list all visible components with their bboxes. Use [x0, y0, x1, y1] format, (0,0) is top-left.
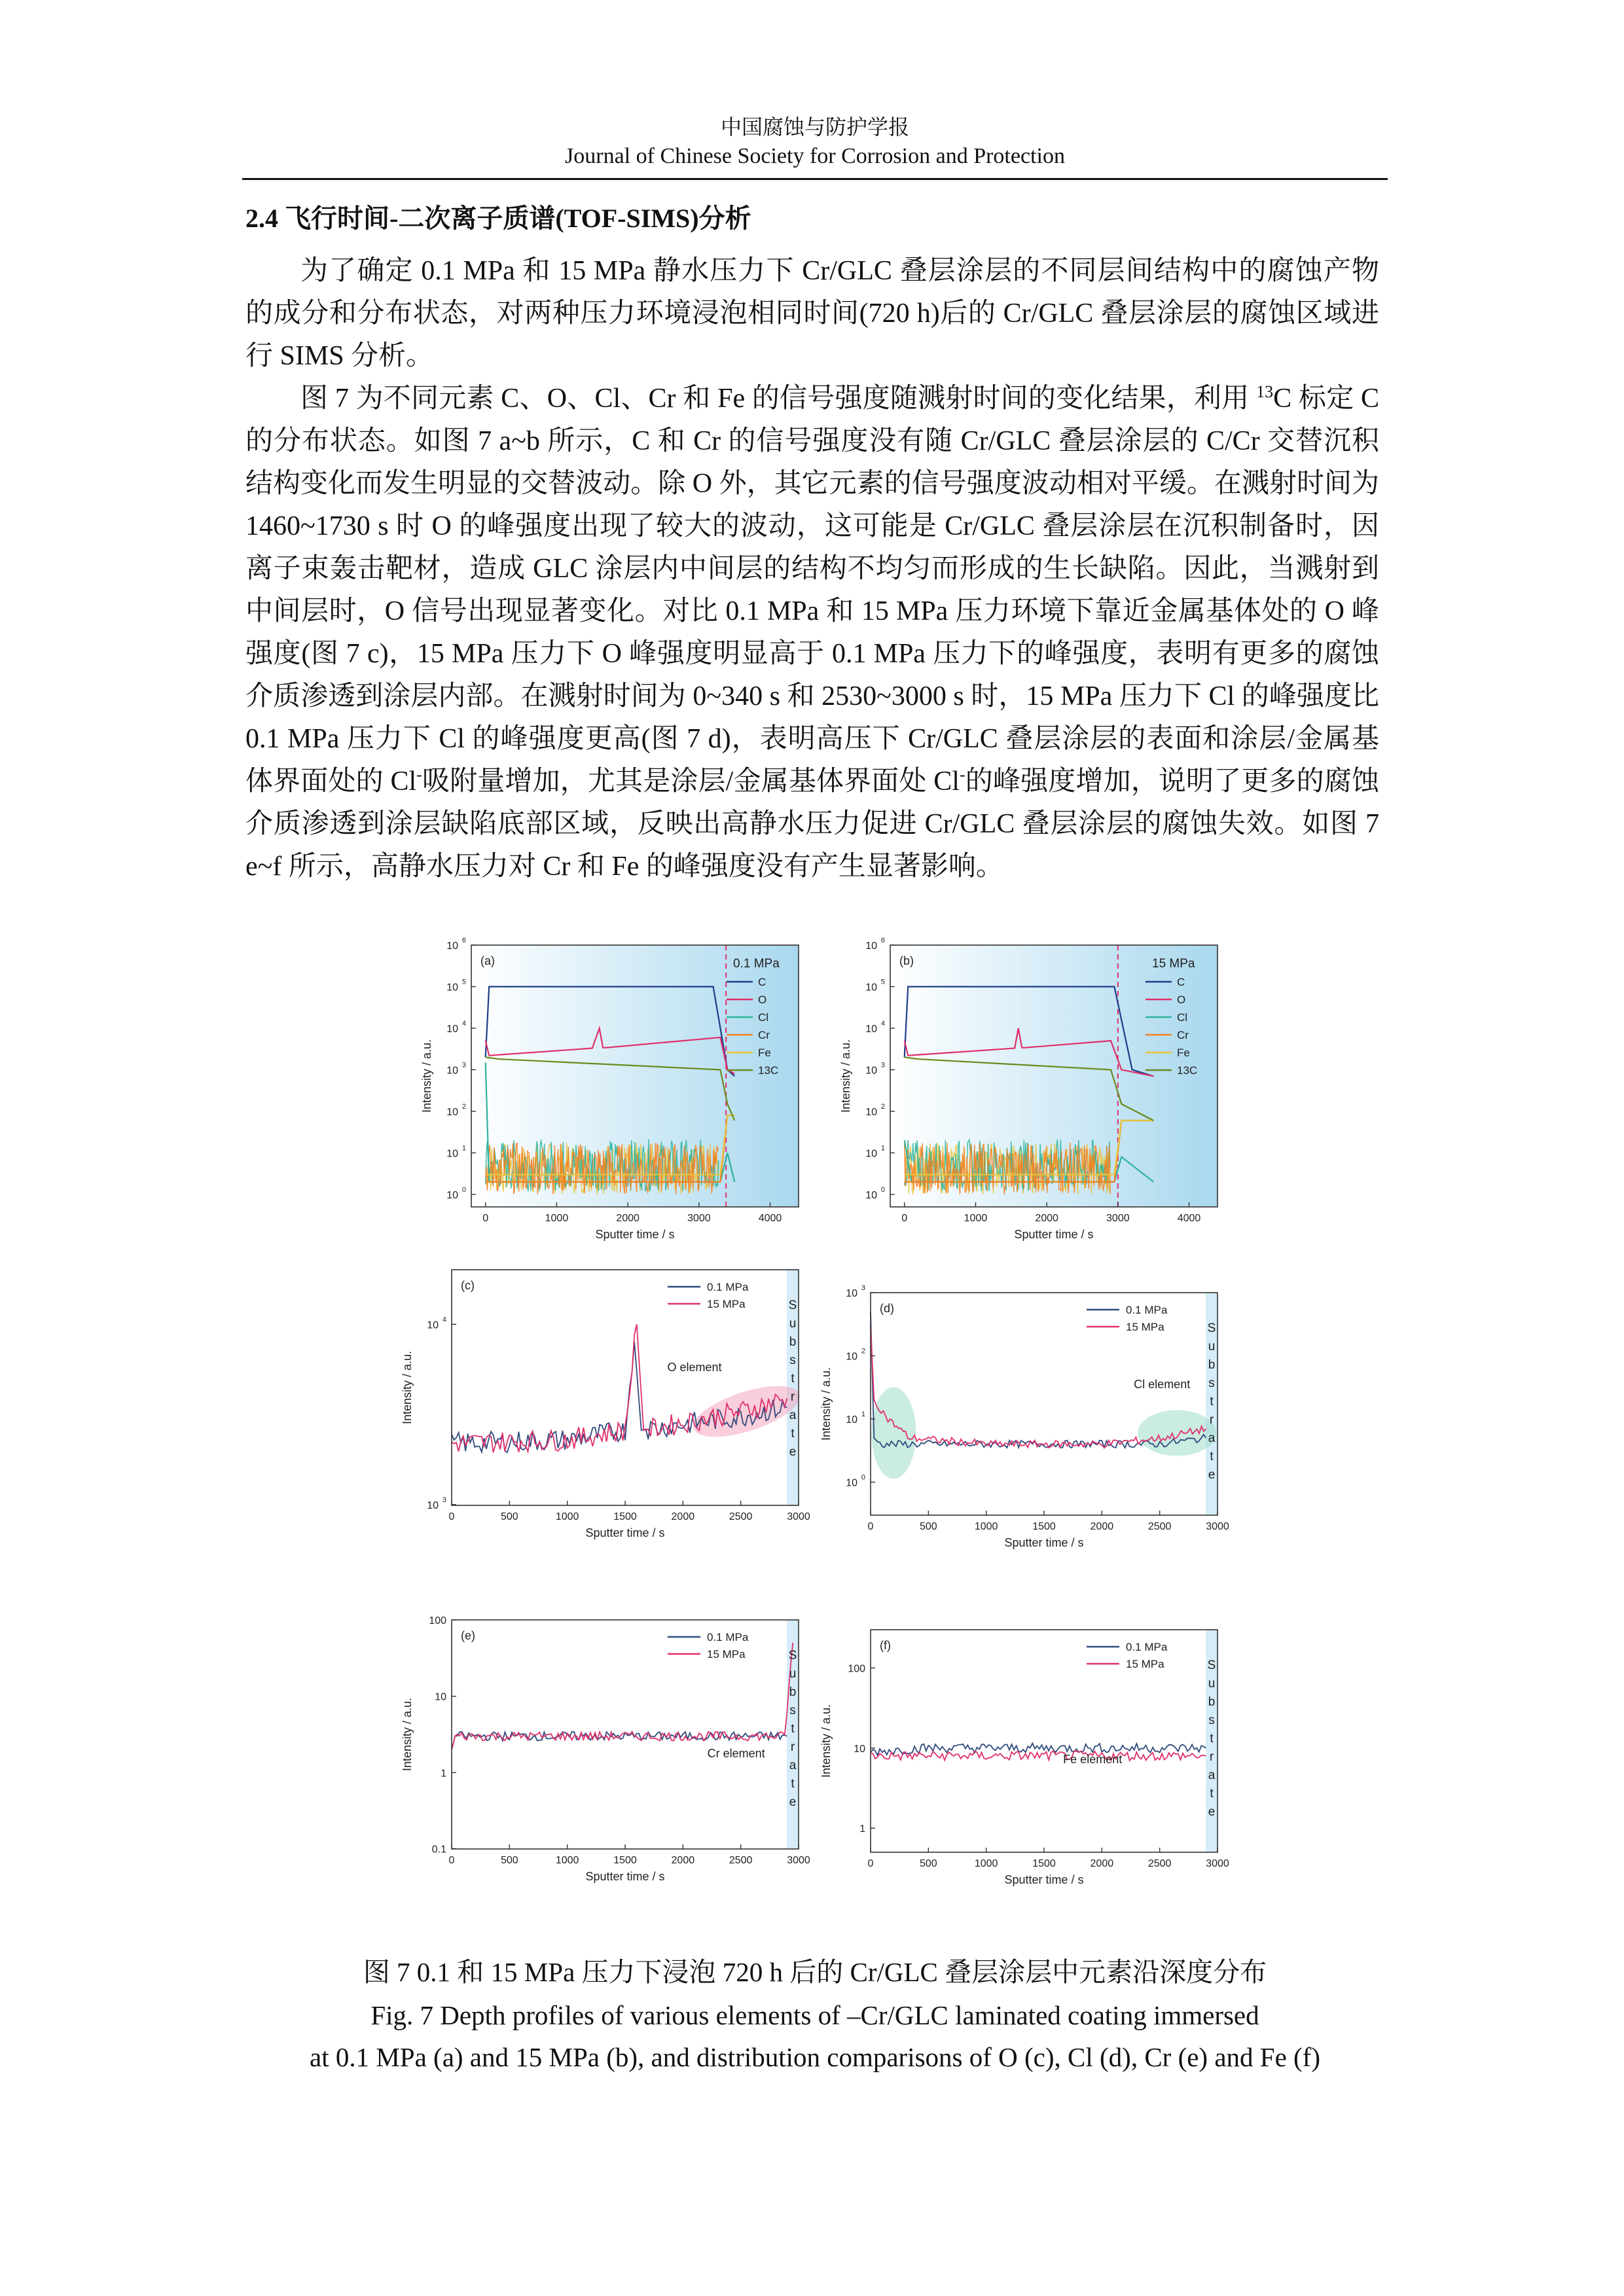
x-tick-label: 500 — [919, 1858, 937, 1869]
y-tick-exponent: 0 — [461, 1185, 466, 1194]
y-tick-label: 10 — [446, 1148, 458, 1160]
panel-label: (e) — [461, 1629, 475, 1642]
legend-label: 0.1 MPa — [1126, 1641, 1168, 1653]
y-tick-exponent: 6 — [461, 937, 466, 944]
x-tick-label: 2000 — [616, 1213, 640, 1224]
x-tick-label: 3000 — [787, 1855, 810, 1866]
y-tick-exponent: 1 — [861, 1410, 865, 1419]
chart-panel-3 — [820, 1284, 1229, 1549]
panel-label: (d) — [880, 1302, 894, 1315]
cl-surface-highlight — [871, 1387, 916, 1479]
substrate-letter: u — [789, 1317, 797, 1331]
y-tick-exponent: 0 — [861, 1473, 865, 1482]
paragraph-1: 为了确定 0.1 MPa 和 15 MPa 静水压力下 Cr/GLC 叠层涂层的不同层间结构中的腐蚀产物的成分和分布状态，对两种压力环境浸泡相同时间(720 h)后的 Cr/GLC 叠层涂层的腐蚀区域进行 SIMS 分析。 — [245, 256, 1379, 371]
y-tick-exponent: 5 — [880, 978, 885, 986]
y-tick-label: 10 — [846, 1477, 857, 1489]
x-axis-label: Sputter time / s — [585, 1870, 665, 1883]
substrate-letter: r — [1209, 1750, 1214, 1764]
legend-label: 13C — [758, 1064, 779, 1077]
paragraph-2 — [245, 378, 1379, 888]
x-tick-label: 3000 — [687, 1213, 711, 1224]
y-axis-label: Intensity / a.u. — [401, 1697, 414, 1772]
y-tick-exponent: 3 — [442, 1496, 446, 1504]
substrate-letter: a — [1208, 1431, 1216, 1445]
substrate-letter: t — [791, 1427, 795, 1441]
substrate-letter: S — [1207, 1659, 1216, 1672]
x-tick-label: 0 — [448, 1511, 455, 1522]
substrate-letter: u — [1208, 1340, 1216, 1354]
x-axis-label: Sputter time / s — [595, 1228, 675, 1241]
superscript-13: 13 — [1256, 382, 1274, 401]
panel-label: (c) — [461, 1279, 475, 1292]
substrate-letter: r — [1209, 1413, 1214, 1427]
y-tick-label: 10 — [446, 1106, 458, 1118]
substrate-letter: r — [790, 1740, 795, 1754]
y-tick-label: 100 — [848, 1663, 865, 1675]
y-tick-label: 10 — [865, 1148, 877, 1160]
legend-label: Cr — [758, 1029, 770, 1041]
x-tick-label: 2000 — [671, 1511, 695, 1522]
x-axis-label: Sputter time / s — [1004, 1873, 1084, 1886]
y-tick-label: 10 — [865, 1189, 877, 1201]
substrate-letter: e — [789, 1445, 797, 1459]
x-tick-label: 1000 — [555, 1855, 579, 1866]
figure-caption-cn: 图 7 0.1 和 15 MPa 压力下浸泡 720 h 后的 Cr/GLC 叠层涂层中元素沿深度分布 — [363, 1957, 1267, 1987]
panel-label: (b) — [899, 954, 914, 967]
legend-label: C — [1177, 976, 1185, 988]
y-tick-exponent: 4 — [461, 1019, 466, 1028]
legend-label: 15 MPa — [1126, 1321, 1164, 1333]
legend-label: O — [1177, 994, 1186, 1006]
x-tick-label: 1500 — [613, 1855, 637, 1866]
x-tick-label: 0 — [448, 1855, 455, 1866]
y-tick-label: 10 — [854, 1743, 865, 1755]
substrate-letter: b — [789, 1335, 797, 1349]
chart-panel-2 — [401, 1270, 810, 1539]
paragraph-2-part-b: C 标定 C 的分布状态。如图 7 a~b 所示，C 和 Cr 的信号强度没有随 Cr/GLC 叠层涂层的 C/Cr 交替沉积结构变化而发生明显的交替波动。除 O 外，其它元素的信号强度波动相对平缓。在溅射时间为 1460~1730 s 时 O 的峰强度出现了较大的波动，这可能是 Cr/GLC 叠层涂层在沉积制备时，因离子束轰击靶材，造成 GLC 涂层内中间层的结构不均匀而形成的生长缺陷。因此，当溅射到中间层时，O 信号出现显著变化。对比 0.1 MPa 和 15 MPa 压力环境下靠近金属基体处的 O 峰强度(图 7 c)，15 MPa 压力下 O 峰强度明显高于 0.1 MPa 压力下的峰强度，表明有更多的腐蚀介质渗透到涂层内部。在溅射时间为 0~340 s 和 2530~3000 s 时，15 MPa 压力下 Cl 的峰强度比 0.1 MPa 压力下 Cl 的峰强度更高(图 7 d)，表明高压下 Cr/GLC 叠层涂层的表面和涂层/金属基体界面处的 Cl — [245, 384, 1380, 797]
substrate-letter: t — [1210, 1787, 1214, 1801]
x-tick-label: 0 — [867, 1858, 874, 1869]
journal-title-cn: 中国腐蚀与防护学报 — [720, 115, 909, 139]
x-tick-label: 500 — [500, 1855, 518, 1866]
y-tick-exponent: 6 — [880, 937, 885, 944]
y-tick-label: 10 — [446, 1023, 458, 1035]
legend-label: Cr — [1177, 1029, 1189, 1041]
y-tick-label: 10 — [865, 1106, 877, 1118]
x-tick-label: 2500 — [729, 1511, 753, 1522]
x-axis-label: Sputter time / s — [585, 1526, 665, 1539]
substrate-letter: t — [1210, 1450, 1214, 1463]
substrate-letter: t — [791, 1722, 795, 1736]
x-tick-label: 500 — [919, 1521, 937, 1532]
series-line-15MPa — [871, 1751, 1206, 1761]
y-tick-exponent: 5 — [461, 978, 466, 986]
substrate-letter: S — [1207, 1321, 1216, 1335]
x-tick-label: 0 — [867, 1521, 874, 1532]
substrate-letter: b — [1208, 1358, 1216, 1372]
y-tick-exponent: 1 — [461, 1144, 466, 1153]
y-tick-exponent: 2 — [461, 1102, 466, 1111]
header-rule — [242, 178, 1388, 180]
x-tick-label: 1500 — [1032, 1521, 1056, 1532]
legend-label: Cl — [758, 1011, 769, 1024]
substrate-letter: s — [789, 1704, 796, 1717]
y-tick-label: 10 — [846, 1351, 857, 1363]
figure-7 — [386, 929, 1250, 1941]
x-tick-label: 500 — [500, 1511, 518, 1522]
legend-label: Cl — [1177, 1011, 1188, 1024]
paragraph-2-part-c: 吸附量增加，尤其是涂层/金属基体界面处 Cl — [422, 766, 960, 797]
substrate-letter: u — [1208, 1677, 1216, 1691]
y-tick-label: 10 — [865, 1023, 877, 1035]
cl-interface-highlight — [1138, 1410, 1216, 1456]
x-tick-label: 2500 — [1147, 1858, 1172, 1869]
x-tick-label: 1000 — [555, 1511, 579, 1522]
figure-caption-en-line2: at 0.1 MPa (a) and 15 MPa (b), and distribution comparisons of O (c), Cl (d), Cr (e) and Fe (f) — [310, 2042, 1320, 2072]
x-axis-label: Sputter time / s — [1014, 1228, 1094, 1241]
y-tick-exponent: 1 — [880, 1144, 885, 1153]
legend-label: 15 MPa — [707, 1298, 746, 1310]
y-tick-label: 10 — [865, 1065, 877, 1077]
substrate-letter: u — [789, 1667, 797, 1681]
y-tick-label: 10 — [435, 1691, 446, 1703]
element-annotation: O element — [667, 1360, 722, 1374]
element-annotation: Cr element — [707, 1747, 765, 1760]
substrate-letter: b — [1208, 1695, 1216, 1709]
y-tick-label: 10 — [446, 982, 458, 994]
substrate-letter: b — [789, 1685, 797, 1699]
y-tick-label: 10 — [846, 1288, 857, 1299]
plot-frame — [871, 1293, 1218, 1515]
x-tick-label: 2500 — [729, 1855, 753, 1866]
x-tick-label: 1500 — [1032, 1858, 1056, 1869]
legend-label: 0.1 MPa — [707, 1281, 749, 1293]
journal-title-en: Journal of Chinese Society for Corrosion and Protection — [565, 144, 1065, 168]
y-tick-label: 0.1 — [431, 1844, 446, 1856]
legend-label: 15 MPa — [1126, 1658, 1164, 1670]
paragraph-2-part-d: 的峰强度增加，说明了更多的腐蚀介质渗透到涂层缺陷底部区域，反映出高静水压力促进 Cr/GLC 叠层涂层的腐蚀失效。如图 7 e~f 所示，高静水压力对 Cr 和 Fe 的峰强度没有产生显著影响。 — [245, 766, 1379, 882]
x-tick-label: 1000 — [545, 1213, 569, 1224]
y-tick-label: 10 — [427, 1319, 439, 1331]
y-axis-label: Intensity / a.u. — [401, 1350, 414, 1425]
y-axis-label: Intensity / a.u. — [820, 1367, 833, 1441]
x-tick-label: 2000 — [1090, 1858, 1114, 1869]
legend-label: 15 MPa — [707, 1648, 746, 1660]
y-tick-label: 10 — [427, 1499, 439, 1511]
substrate-letter: e — [1208, 1805, 1216, 1819]
x-tick-label: 3000 — [1206, 1858, 1229, 1869]
element-annotation: Fe element — [1063, 1753, 1123, 1766]
x-tick-label: 3000 — [1106, 1213, 1130, 1224]
x-tick-label: 1000 — [964, 1213, 988, 1224]
y-axis-label: Intensity / a.u. — [820, 1704, 833, 1778]
superscript-minus: - — [416, 765, 422, 784]
x-tick-label: 0 — [901, 1213, 908, 1224]
substrate-letter: t — [1210, 1395, 1214, 1408]
body-text — [245, 250, 1379, 888]
y-tick-label: 1 — [441, 1768, 446, 1780]
substrate-letter: e — [1208, 1468, 1216, 1482]
legend-label: 0.1 MPa — [707, 1631, 749, 1643]
x-tick-label: 3000 — [1206, 1521, 1229, 1532]
legend-label: O — [758, 994, 767, 1006]
substrate-letter: a — [1208, 1768, 1216, 1782]
y-tick-exponent: 4 — [442, 1316, 446, 1324]
y-axis-label: Intensity / a.u. — [420, 1039, 433, 1113]
condition-label: 15 MPa — [1152, 957, 1195, 971]
substrate-letter: t — [791, 1777, 795, 1791]
substrate-letter: s — [1208, 1376, 1215, 1390]
x-tick-label: 1000 — [974, 1858, 998, 1869]
y-tick-label: 10 — [846, 1414, 857, 1426]
y-tick-label: 100 — [429, 1615, 446, 1626]
x-tick-label: 1000 — [974, 1521, 998, 1532]
y-tick-exponent: 2 — [880, 1102, 885, 1111]
journal-header — [242, 113, 1388, 171]
plot-frame — [871, 1630, 1218, 1852]
x-tick-label: 0 — [482, 1213, 489, 1224]
substrate-letter: e — [789, 1795, 797, 1809]
y-tick-exponent: 3 — [861, 1284, 865, 1292]
condition-label: 0.1 MPa — [733, 957, 780, 971]
chart-panel-5 — [820, 1630, 1229, 1886]
chart-panel-1 — [839, 937, 1218, 1241]
legend-label: Fe — [758, 1047, 771, 1059]
y-tick-exponent: 2 — [861, 1347, 865, 1355]
x-tick-label: 2500 — [1147, 1521, 1172, 1532]
substrate-letter: S — [788, 1649, 797, 1662]
substrate-letter: s — [1208, 1713, 1215, 1727]
substrate-letter: a — [789, 1408, 797, 1422]
y-tick-label: 10 — [446, 1189, 458, 1201]
chart-panel-4 — [401, 1615, 810, 1883]
substrate-letter: r — [790, 1390, 795, 1404]
y-tick-exponent: 3 — [880, 1061, 885, 1069]
y-tick-label: 10 — [446, 941, 458, 952]
y-tick-label: 1 — [859, 1823, 865, 1835]
legend-label: C — [758, 976, 767, 988]
panel-label: (f) — [880, 1639, 891, 1652]
panel-label: (a) — [480, 954, 495, 967]
figure-7-svg — [386, 929, 1250, 1941]
x-axis-label: Sputter time / s — [1004, 1536, 1084, 1549]
plot-frame — [452, 1270, 799, 1505]
y-axis-label: Intensity / a.u. — [839, 1039, 852, 1113]
substrate-letter: t — [791, 1372, 795, 1386]
chart-panel-0 — [420, 937, 799, 1241]
x-tick-label: 4000 — [1177, 1213, 1201, 1224]
y-tick-label: 10 — [446, 1065, 458, 1077]
y-tick-label: 10 — [865, 982, 877, 994]
x-tick-label: 4000 — [758, 1213, 782, 1224]
y-tick-exponent: 3 — [461, 1061, 466, 1069]
legend-label: 0.1 MPa — [1126, 1304, 1168, 1316]
legend-label: 13C — [1177, 1064, 1198, 1077]
substrate-letter: t — [1210, 1732, 1214, 1746]
element-annotation: Cl element — [1134, 1378, 1191, 1391]
substrate-letter: s — [789, 1354, 796, 1367]
x-tick-label: 2000 — [1090, 1521, 1114, 1532]
y-tick-label: 10 — [865, 941, 877, 952]
x-tick-label: 2000 — [1035, 1213, 1058, 1224]
substrate-letter: S — [788, 1299, 797, 1312]
x-tick-label: 1500 — [613, 1511, 637, 1522]
figure-caption-en-line1: Fig. 7 Depth profiles of various elements of –Cr/GLC laminated coating immersed — [370, 2000, 1259, 2030]
x-tick-label: 2000 — [671, 1855, 695, 1866]
y-tick-exponent: 4 — [880, 1019, 885, 1028]
legend-label: Fe — [1177, 1047, 1190, 1059]
substrate-letter: a — [789, 1759, 797, 1772]
superscript-minus-2: - — [959, 765, 965, 784]
y-tick-exponent: 0 — [880, 1185, 885, 1194]
paragraph-2-part-a: 图 7 为不同元素 C、O、Cl、Cr 和 Fe 的信号强度随溅射时间的变化结果，利用 — [300, 384, 1257, 414]
section-title: 2.4 飞行时间-二次离子质谱(TOF-SIMS)分析 — [245, 204, 751, 233]
x-tick-label: 3000 — [787, 1511, 810, 1522]
